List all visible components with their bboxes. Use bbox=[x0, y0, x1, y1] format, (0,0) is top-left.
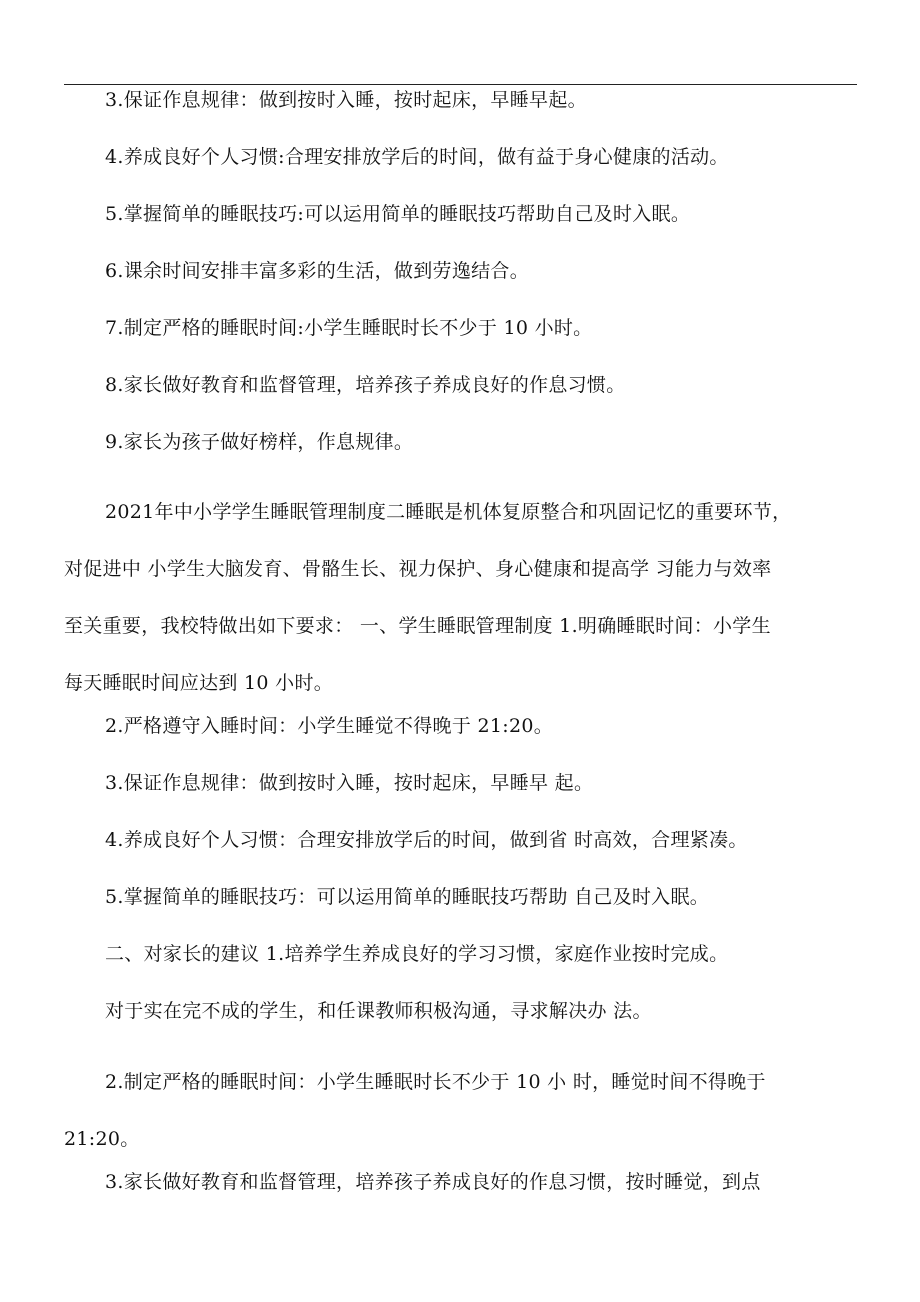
paragraph: 3.家长做好教育和监督管理，培养孩子养成良好的作息习惯，按时睡觉，到点 bbox=[105, 1171, 761, 1193]
paragraph: 二、对家长的建议 1.培养学生养成良好的学习习惯，家庭作业按时完成。 bbox=[105, 943, 729, 965]
paragraph: 5.掌握简单的睡眠技巧：可以运用简单的睡眠技巧帮助 自己及时入眠。 bbox=[105, 886, 710, 908]
paragraph: 8.家长做好教育和监督管理，培养孩子养成良好的作息习惯。 bbox=[105, 374, 626, 396]
header-rule bbox=[64, 84, 857, 85]
paragraph: 4.养成良好个人习惯：合理安排放学后的时间，做到省 时高效，合理紧凑。 bbox=[105, 829, 748, 851]
paragraph: 3.保证作息规律：做到按时入睡，按时起床，早睡早 起。 bbox=[105, 772, 594, 794]
paragraph: 2.严格遵守入睡时间：小学生睡觉不得晚于 21:20。 bbox=[105, 715, 554, 737]
paragraph-line: 2021年中小学学生睡眠管理制度二睡眠是机体复原整合和巩固记忆的重要环节， bbox=[105, 501, 792, 523]
paragraph-line: 对促进中 小学生大脑发育、骨骼生长、视力保护、身心健康和提高学 习能力与效率 bbox=[64, 558, 772, 580]
long-paragraph bbox=[64, 484, 857, 712]
paragraph: 6.课余时间安排丰富多彩的生活，做到劳逸结合。 bbox=[105, 260, 530, 282]
paragraph-line: 至关重要，我校特做出如下要求： 一、学生睡眠管理制度 1.明确睡眠时间：小学生 bbox=[64, 615, 771, 637]
paragraph-line: 2.制定严格的睡眠时间：小学生睡眠时长不少于 10 小 时，睡觉时间不得晚于 bbox=[105, 1071, 766, 1093]
paragraph-line: 21:20。 bbox=[64, 1128, 140, 1150]
paragraph: 对于实在完不成的学生，和任课教师积极沟通，寻求解决办 法。 bbox=[105, 1000, 652, 1022]
paragraph: 3.保证作息规律：做到按时入睡，按时起床，早睡早起。 bbox=[105, 89, 587, 111]
paragraph: 7.制定严格的睡眠时间:小学生睡眠时长不少于 10 小时。 bbox=[105, 317, 593, 339]
paragraph: 9.家长为孩子做好榜样，作息规律。 bbox=[105, 431, 414, 453]
paragraph: 5.掌握简单的睡眠技巧:可以运用简单的睡眠技巧帮助自己及时入眠。 bbox=[105, 203, 691, 225]
paragraph: 4.养成良好个人习惯:合理安排放学后的时间，做有益于身心健康的活动。 bbox=[105, 146, 729, 168]
paragraph-line: 每天睡眠时间应达到 10 小时。 bbox=[64, 672, 334, 694]
wrapped-paragraph bbox=[64, 1054, 857, 1168]
